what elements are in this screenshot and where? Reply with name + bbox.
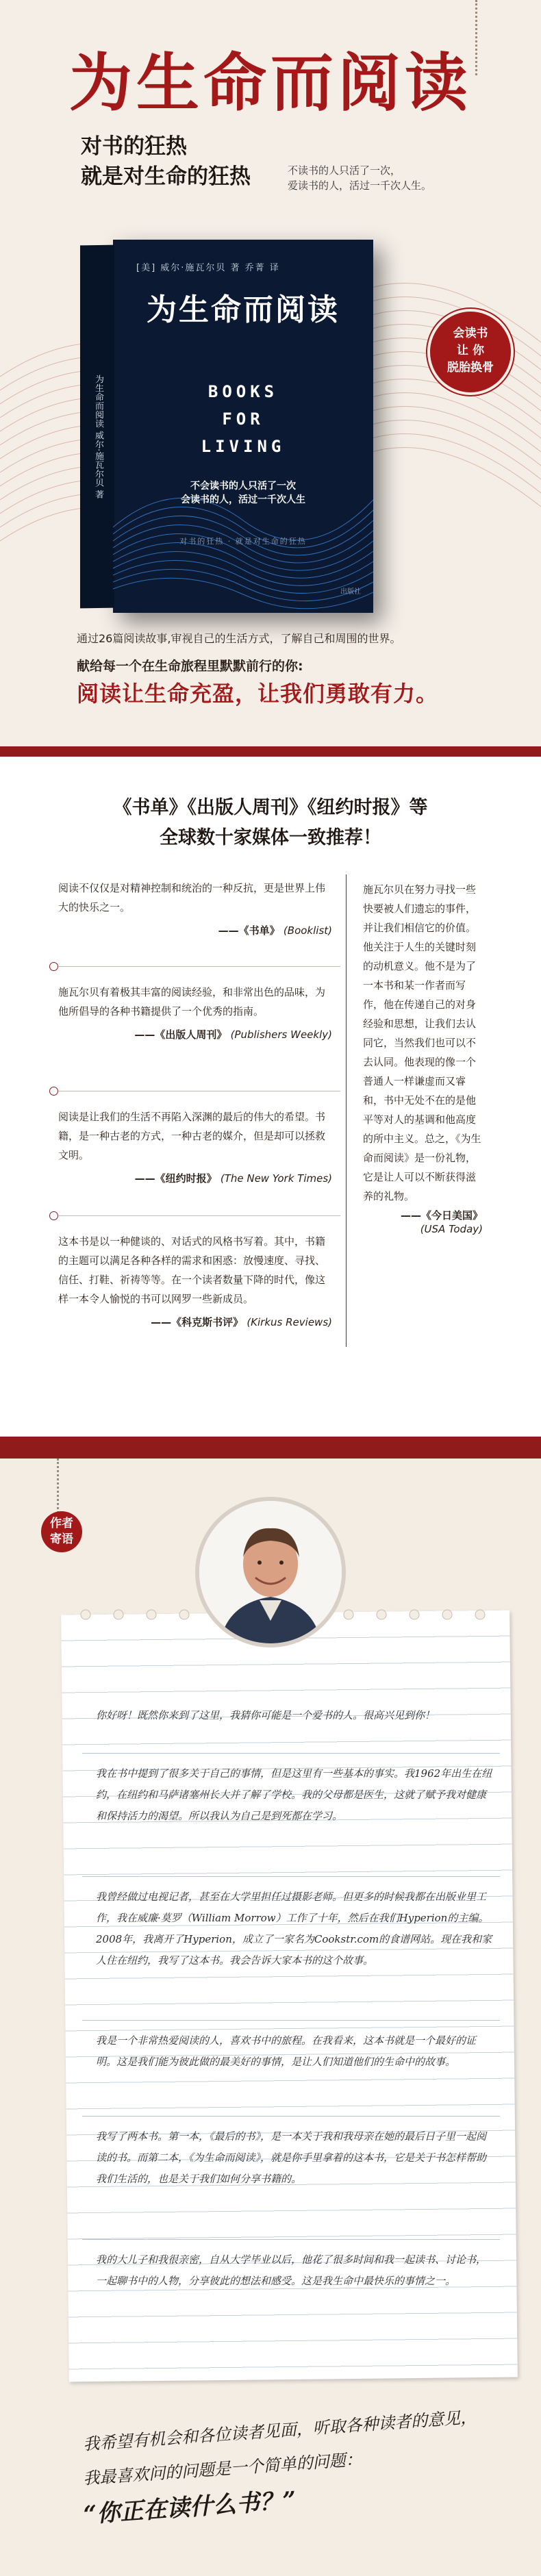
section-band-bottom [0,1437,541,1459]
book-author: [美] 威尔·施瓦尔贝 著 乔菁 译 [136,263,280,273]
quote-text: 施瓦尔贝在努力寻找一些快要被人们遗忘的事件，并让我们相信它的价值。他关注于人生的关键时刻的动机意义。他不是为了一本书和某一作者而写作，他在传递自己的对身经验和思想，让我们去认同它，当然我们也可以不去认同。他表现的像一个普通人一样谦虚而又睿和，书中无处不在的是他平等对人的基调和他高度的所中主义。总之，《为生命而阅读》是一份礼物，它是让人可以不断获得滋养的礼物。 [363,883,481,1202]
slogan-line-1: 对书的狂热 [81,134,187,159]
note-paragraph: 我曾经做过电视记者，甚至在大学里担任过摄影老师。但更多的时候我都在出版业里工作，我在威廉·莫罗（William Morrow）工作了十年，然后在我们Hyperion的主编。2008年，我离开了Hyperion，成立了一家名为Cookstr.com的食谱网站。现在我和家人住在纽约，我写了这本书。我会告诉大家本书的这个故事。 [96,1891,492,1967]
media-heading-line-1: 《书单》《出版人周刊》《纽约时报》等 [113,797,428,818]
quote-kirkus [58,1232,332,1332]
book-subline: 对书的狂热 · 就是对生命的狂热 [179,537,307,546]
book-cover [93,240,373,613]
en-title-line-1: BOOKS [207,382,279,401]
slogan-sub-line-1: 不读书的人只活了一次， [288,164,401,177]
book-spine [80,245,114,609]
dotted-divider [57,1459,59,1513]
intro-text: 通过26篇阅读故事,审视自己的生活方式，了解自己和周围的世界。 [77,632,401,645]
tag-line-1: 作者 [50,1517,73,1530]
column-divider [346,874,347,1347]
note-divider [82,2239,500,2240]
author-note-tag [41,1511,82,1552]
quote-text: 阅读不仅仅是对精神控制和统治的一种反抗，更是世界上伟大的快乐之一。 [58,882,326,913]
page-title: 为生命而阅读 [68,46,472,120]
section-band-top [0,746,541,757]
quote-text: 阅读是让我们的生活不再陷入深渊的最后的伟大的希望。书籍，是一种古老的方式，一种古老的媒介，但是却可以拯救文明。 [58,1111,326,1161]
media-section [0,757,541,1441]
badge-line-1: 会读书 [453,327,488,340]
note-paragraph: 你好呀！既然你来到了这里，我猜你可能是一个爱书的人。很高兴见到你！ [96,1709,436,1721]
slogan-sub [288,163,431,193]
spine-author: 威尔·施瓦尔贝 著 [93,431,103,499]
quote-booklist [58,879,332,940]
closing-question: “你正在读什么书？” [82,2486,297,2529]
quote-source: ——《书单》 (Booklist) [218,924,332,937]
note-paragraph: 我是一个非常热爱阅读的人，喜欢书中的旅程。在我看来，这本书就是一个最好的证明。这是我们能为彼此做的最美好的事情，是让人们知道他们的生命中的故事。 [96,2034,477,2068]
quote-source: ——《今日美国》 (USA Today) [400,1209,483,1235]
quote-nytimes [58,1107,332,1188]
note-paragraph: 我的大儿子和我很亲密，自从大学毕业以后，他花了很多时间和我一起读书、讨论书，一起聊书中的人物，分享彼此的想法和感受。这是我生命中最快乐的事情之一。 [96,2253,487,2287]
note-divider [82,1876,500,1877]
en-title-line-3: LIVING [201,437,286,456]
spine-title: 为生命而阅读 [93,375,103,429]
badge-line-3: 脱胎换骨 [447,361,494,375]
highlight-badge [430,312,511,392]
quote-separator [49,1211,340,1221]
media-heading-line-2: 全球数十家媒体一致推荐！ [160,827,381,848]
dotted-divider [475,0,477,75]
note-divider [82,2116,500,2117]
quote-separator [49,962,340,972]
hero-section [0,0,541,753]
slogan-sub-line-2: 爱读书的人，活过一千次人生。 [288,179,432,192]
wave-graphic [113,445,373,613]
slogan-line-2: 就是对生命的狂热 [81,164,251,189]
quote-source: ——《科克斯书评》 (Kirkus Reviews) [151,1316,332,1328]
note-divider [82,1753,500,1754]
quote-publishers-weekly [58,983,332,1044]
closing-line-1: 我希望有机会和各位读者见面，听取各种读者的意见， [82,2407,477,2454]
note-paragraph: 我写了两本书。第一本，《最后的书》，是一本关于我和我母亲在她的最后日子里一起阅读的书。而第二本，《为生命而阅读》，就是你手里拿着的这本书，它是关于书怎样帮助我们生活的，也是关于我们如何分享书籍的。 [96,2130,487,2185]
quote-text: 这本书是以一种健谈的、对话式的风格书写着。其中，书籍的主题可以满足各种各样的需求和困惑：放慢速度、寻找、信任、打鞋、祈祷等等。在一个读者数量下降的时代，像这样一本令人愉悦的书可以网罗一些新成员。 [58,1235,326,1305]
author-section [0,1459,541,2576]
badge-line-2: 让 你 [457,344,484,357]
book-tagline [140,479,346,507]
quote-separator [49,1087,340,1096]
author-avatar [195,1497,346,1647]
en-title-line-2: FOR [222,409,264,429]
highlight-slogan: 阅读让生命充盈，让我们勇敢有力。 [77,681,439,707]
author-portrait-icon [199,1501,342,1643]
tagline-line-1: 不会读书的人只活了一次 [190,481,296,492]
publisher-logo: 出版社 [340,588,361,596]
quote-source: ——《出版人周刊》 (Publishers Weekly) [134,1028,332,1041]
dedication-text: 献给每一个在生命旅程里默默前行的你: [77,659,303,674]
quote-usa-today [363,880,483,1236]
closing-line-2: 我最喜欢问的问题是一个简单的问题： [82,2449,363,2488]
note-paragraph: 我在书中提到了很多关于自己的事情，但是这里有一些基本的事实。我1962年出生在纽约，在纽约和马萨诸塞州长大并了解了学校。我的父母都是医生，这就了赋予我对健康和保持活力的渴望。所以我认为自己是到死都在学习。 [96,1767,492,1822]
slogan [81,131,251,192]
tag-line-2: 寄语 [50,1532,73,1546]
quote-source: ——《纽约时报》 (The New York Times) [134,1172,332,1185]
book-title: 为生命而阅读 [147,292,340,327]
tagline-line-2: 会读书的人，活过一千次人生 [181,494,305,505]
quote-text: 施瓦尔贝有着极其丰富的阅读经验，和非常出色的品味，为他所倡导的各种书籍提供了一个优秀的指南。 [58,986,326,1018]
note-divider [82,2020,500,2021]
